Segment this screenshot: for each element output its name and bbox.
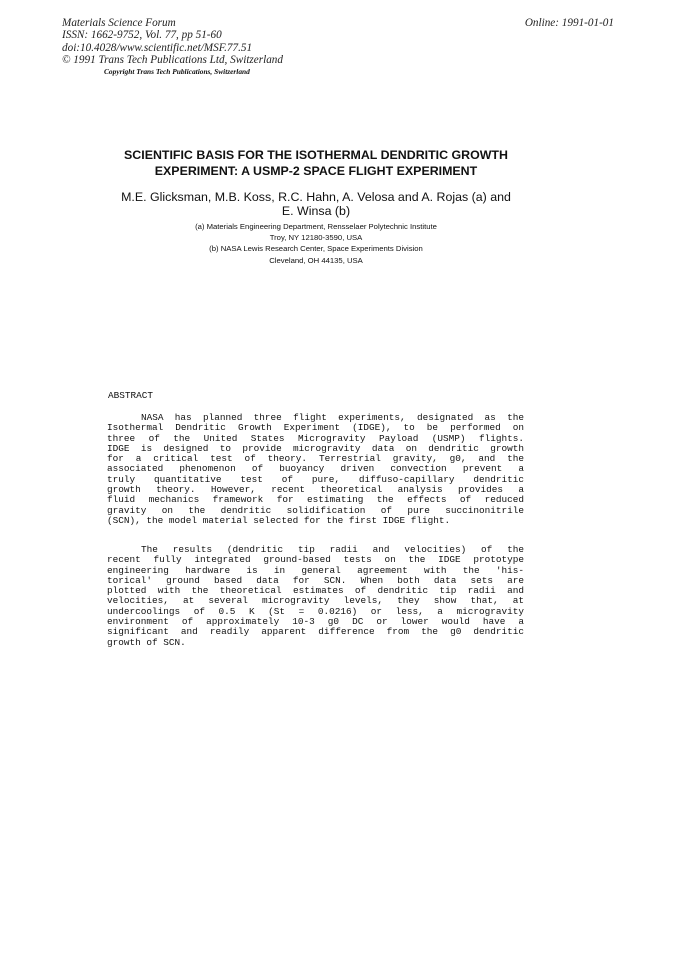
abstract-line: engineering hardware is in general agreement with the 'his- [107, 564, 524, 576]
abstract-heading: ABSTRACT [108, 390, 154, 401]
abstract-line: velocities, at several microgravity levels, they show that, at [107, 595, 524, 607]
affiliations [110, 221, 522, 266]
affiliation-line: (a) Materials Engineering Department, Rensselaer Polytechnic Institute [195, 222, 437, 231]
abstract-paragraph-1 [107, 413, 524, 526]
abstract-line: plotted with the theoretical estimates of dendritic tip radii and [107, 585, 524, 597]
abstract-line: associated phenomenon of buoyancy driven convection prevent a [107, 463, 524, 475]
abstract-line: three of the United States Microgravity Payload (USMP) flights. [107, 432, 524, 444]
abstract-line: (SCN), the model material selected for the first IDGE flight. [107, 514, 451, 526]
journal-issn: ISSN: 1662-9752, Vol. 77, pp 51-60 [62, 29, 222, 42]
abstract-line: recent fully integrated ground-based tests on the IDGE prototype [107, 554, 524, 566]
abstract-line: fluid mechanics framework for estimating the effects of reduced [107, 494, 524, 506]
journal-doi[interactable]: doi:10.4028/www.scientific.net/MSF.77.51 [62, 41, 253, 54]
abstract-line: Isothermal Dendritic Growth Experiment (IDGE), to be performed on [107, 422, 524, 434]
journal-name: Materials Science Forum [62, 17, 176, 29]
affiliation-line: (b) NASA Lewis Research Center, Space Experiments Division [209, 244, 423, 254]
paper-title [88, 148, 544, 179]
author-line: E. Winsa (b) [281, 203, 351, 218]
abstract-line: torical' ground based data for SCN. When both data sets are [107, 574, 524, 586]
journal-copyright: © 1991 Trans Tech Publications Ltd, Switzerland [62, 54, 283, 67]
journal-header [62, 17, 283, 67]
online-date: Online: 1991-01-01 [524, 17, 614, 29]
abstract-line: growth of SCN. [107, 636, 186, 648]
author-list [98, 191, 534, 218]
title-line: SCIENTIFIC BASIS FOR THE ISOTHERMAL DENDRITIC GROWTH [124, 148, 508, 162]
abstract-line: NASA has planned three flight experiments, designated as the [141, 412, 524, 423]
affiliation-line: Troy, NY 12180-3590, USA [269, 233, 363, 243]
title-line: EXPERIMENT: A USMP-2 SPACE FLIGHT EXPERIMENT [154, 163, 478, 178]
abstract-line: significant and readily apparent difference from the g0 dendritic [107, 626, 524, 638]
affiliation-line: Cleveland, OH 44135, USA [269, 255, 363, 265]
copyright-notice: Copyright Trans Tech Publications, Switzerland [104, 67, 250, 76]
abstract-line: truly quantitative test of pure, diffuso-capillary dendritic [107, 473, 524, 485]
abstract-paragraph-2 [107, 545, 524, 648]
abstract-line: The results (dendritic tip radii and velocities) of the [141, 544, 524, 555]
author-line: M.E. Glicksman, M.B. Koss, R.C. Hahn, A. Velosa and A. Rojas (a) and [121, 190, 511, 204]
abstract-line: undercoolings of 0.5 K (St = 0.0216) or less, a microgravity [107, 605, 524, 617]
abstract-line: gravity on the dendritic solidification of pure succinonitrile [107, 504, 524, 516]
abstract-line: environment of approximately 10-3 g0 DC or lower would have a [107, 616, 524, 628]
abstract-line: IDGE is designed to provide microgravity data on dendritic growth [107, 442, 524, 454]
abstract-line: for a critical test of theory. Terrestrial gravity, g0, and the [107, 453, 524, 465]
abstract-line: growth theory. However, recent theoretical analysis provides a [107, 484, 524, 496]
